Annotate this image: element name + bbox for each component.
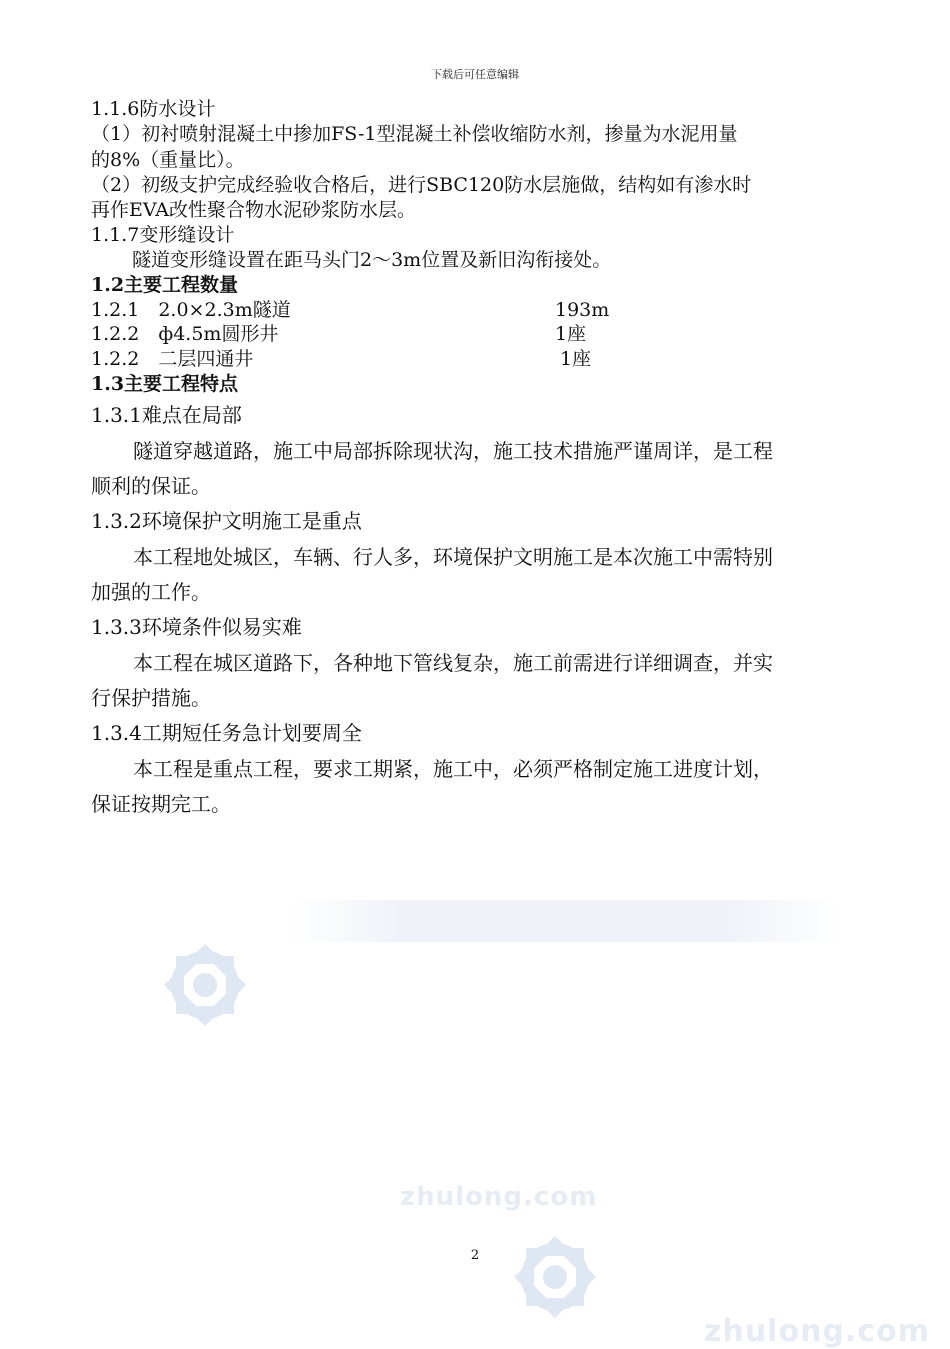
quantity-label: 1.2.1 2.0×2.3m隧道 bbox=[91, 299, 291, 321]
text-line: 再作EVA改性聚合物水泥砂浆防水层。 bbox=[91, 199, 417, 221]
text-line: 隧道变形缝设置在距马头门2～3m位置及新旧沟衔接处。 bbox=[132, 249, 612, 271]
paragraph bbox=[91, 540, 861, 610]
text-line: 的8%（重量比）。 bbox=[91, 149, 245, 171]
watermark-text: zhulong.com bbox=[704, 1314, 930, 1349]
section-title-1-1-6: 1.1.6防水设计 bbox=[91, 98, 216, 120]
paragraph-line: 顺利的保证。 bbox=[91, 474, 211, 498]
paragraph bbox=[91, 646, 861, 716]
paragraph bbox=[91, 752, 861, 822]
quantity-value: 1座 bbox=[555, 323, 587, 345]
quantity-label: 1.2.2 ф4.5m圆形井 bbox=[91, 323, 279, 345]
paragraph-line: 隧道穿越道路，施工中局部拆除现状沟，施工技术措施严谨周详，是工程 bbox=[133, 439, 773, 463]
paragraph-line: 加强的工作。 bbox=[91, 580, 211, 604]
section-title-1-3: 1.3主要工程特点 bbox=[91, 373, 239, 395]
section-title-1-2: 1.2主要工程数量 bbox=[91, 274, 239, 296]
paragraph bbox=[91, 434, 861, 504]
section-title-1-3-4: 1.3.4工期短任务急计划要周全 bbox=[91, 721, 362, 745]
paragraph-line: 保证按期完工。 bbox=[91, 792, 231, 816]
section-title-1-1-7: 1.1.7变形缝设计 bbox=[91, 224, 235, 246]
quantity-label: 1.2.2 二层四通井 bbox=[91, 348, 254, 370]
paragraph-line: 行保护措施。 bbox=[91, 686, 211, 710]
section-title-1-3-3: 1.3.3环境条件似易实难 bbox=[91, 615, 302, 639]
text-line: （1）初衬喷射混凝土中掺加FS-1型混凝土补偿收缩防水剂，掺量为水泥用量 bbox=[91, 123, 738, 145]
paragraph-line: 本工程是重点工程，要求工期紧，施工中，必须严格制定施工进度计划， bbox=[133, 757, 773, 781]
quantity-value: 193m bbox=[555, 299, 610, 321]
quantity-value: 1座 bbox=[560, 348, 592, 370]
section-title-1-3-1: 1.3.1难点在局部 bbox=[91, 403, 242, 427]
page-header: 下载后可任意编辑 bbox=[431, 68, 519, 81]
watermark-text: zhulong.com bbox=[400, 1182, 598, 1212]
watermark-band bbox=[290, 900, 840, 942]
text-line: （2）初级支护完成经验收合格后，进行SBC120防水层施做，结构如有渗水时 bbox=[91, 174, 752, 196]
section-title-1-3-2: 1.3.2环境保护文明施工是重点 bbox=[91, 509, 362, 533]
paragraph-line: 本工程地处城区，车辆、行人多，环境保护文明施工是本次施工中需特别 bbox=[133, 545, 773, 569]
watermark-logo-icon bbox=[150, 930, 260, 1040]
watermark-logo-icon bbox=[500, 1222, 610, 1332]
page-number: 2 bbox=[470, 1248, 480, 1263]
paragraph-line: 本工程在城区道路下，各种地下管线复杂，施工前需进行详细调查，并实 bbox=[133, 651, 773, 675]
